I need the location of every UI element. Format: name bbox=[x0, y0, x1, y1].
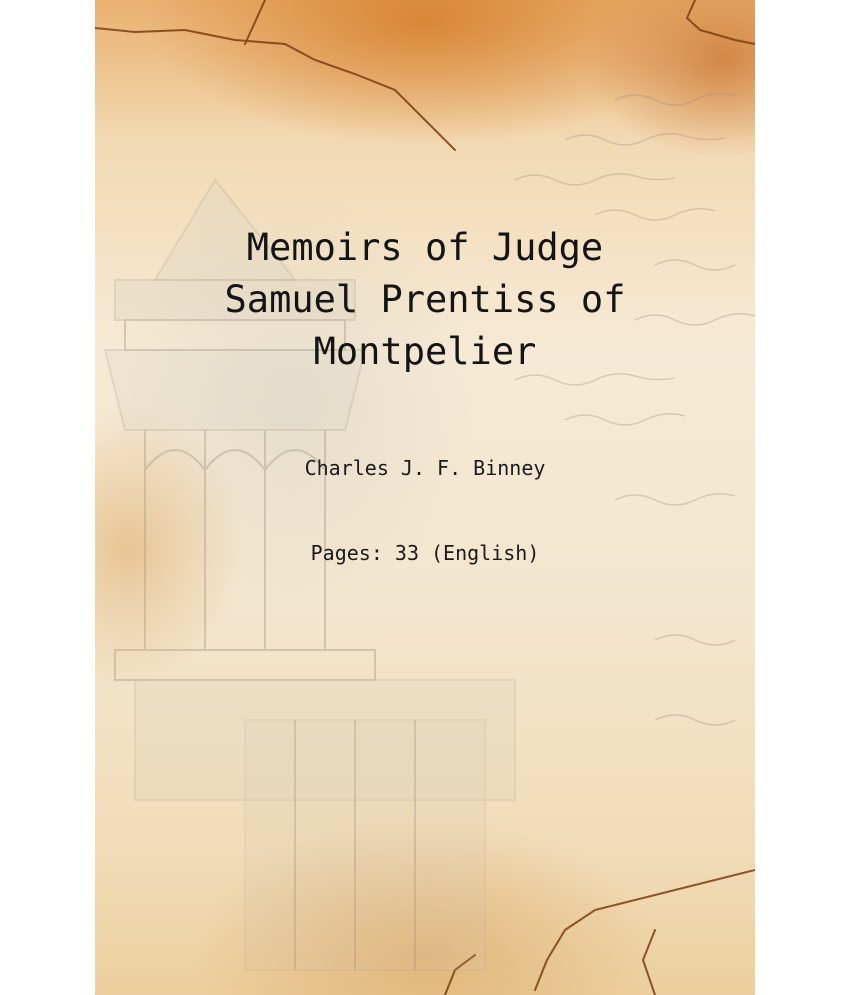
book-cover bbox=[95, 0, 755, 995]
page-count-language: Pages: 33 (English) bbox=[310, 541, 540, 565]
cover-background-illustration bbox=[95, 0, 755, 995]
book-author: Charles J. F. Binney bbox=[304, 456, 546, 480]
handwriting-texture bbox=[515, 94, 755, 725]
book-title: Memoirs of Judge Samuel Prentiss of Montpelier bbox=[224, 226, 626, 373]
